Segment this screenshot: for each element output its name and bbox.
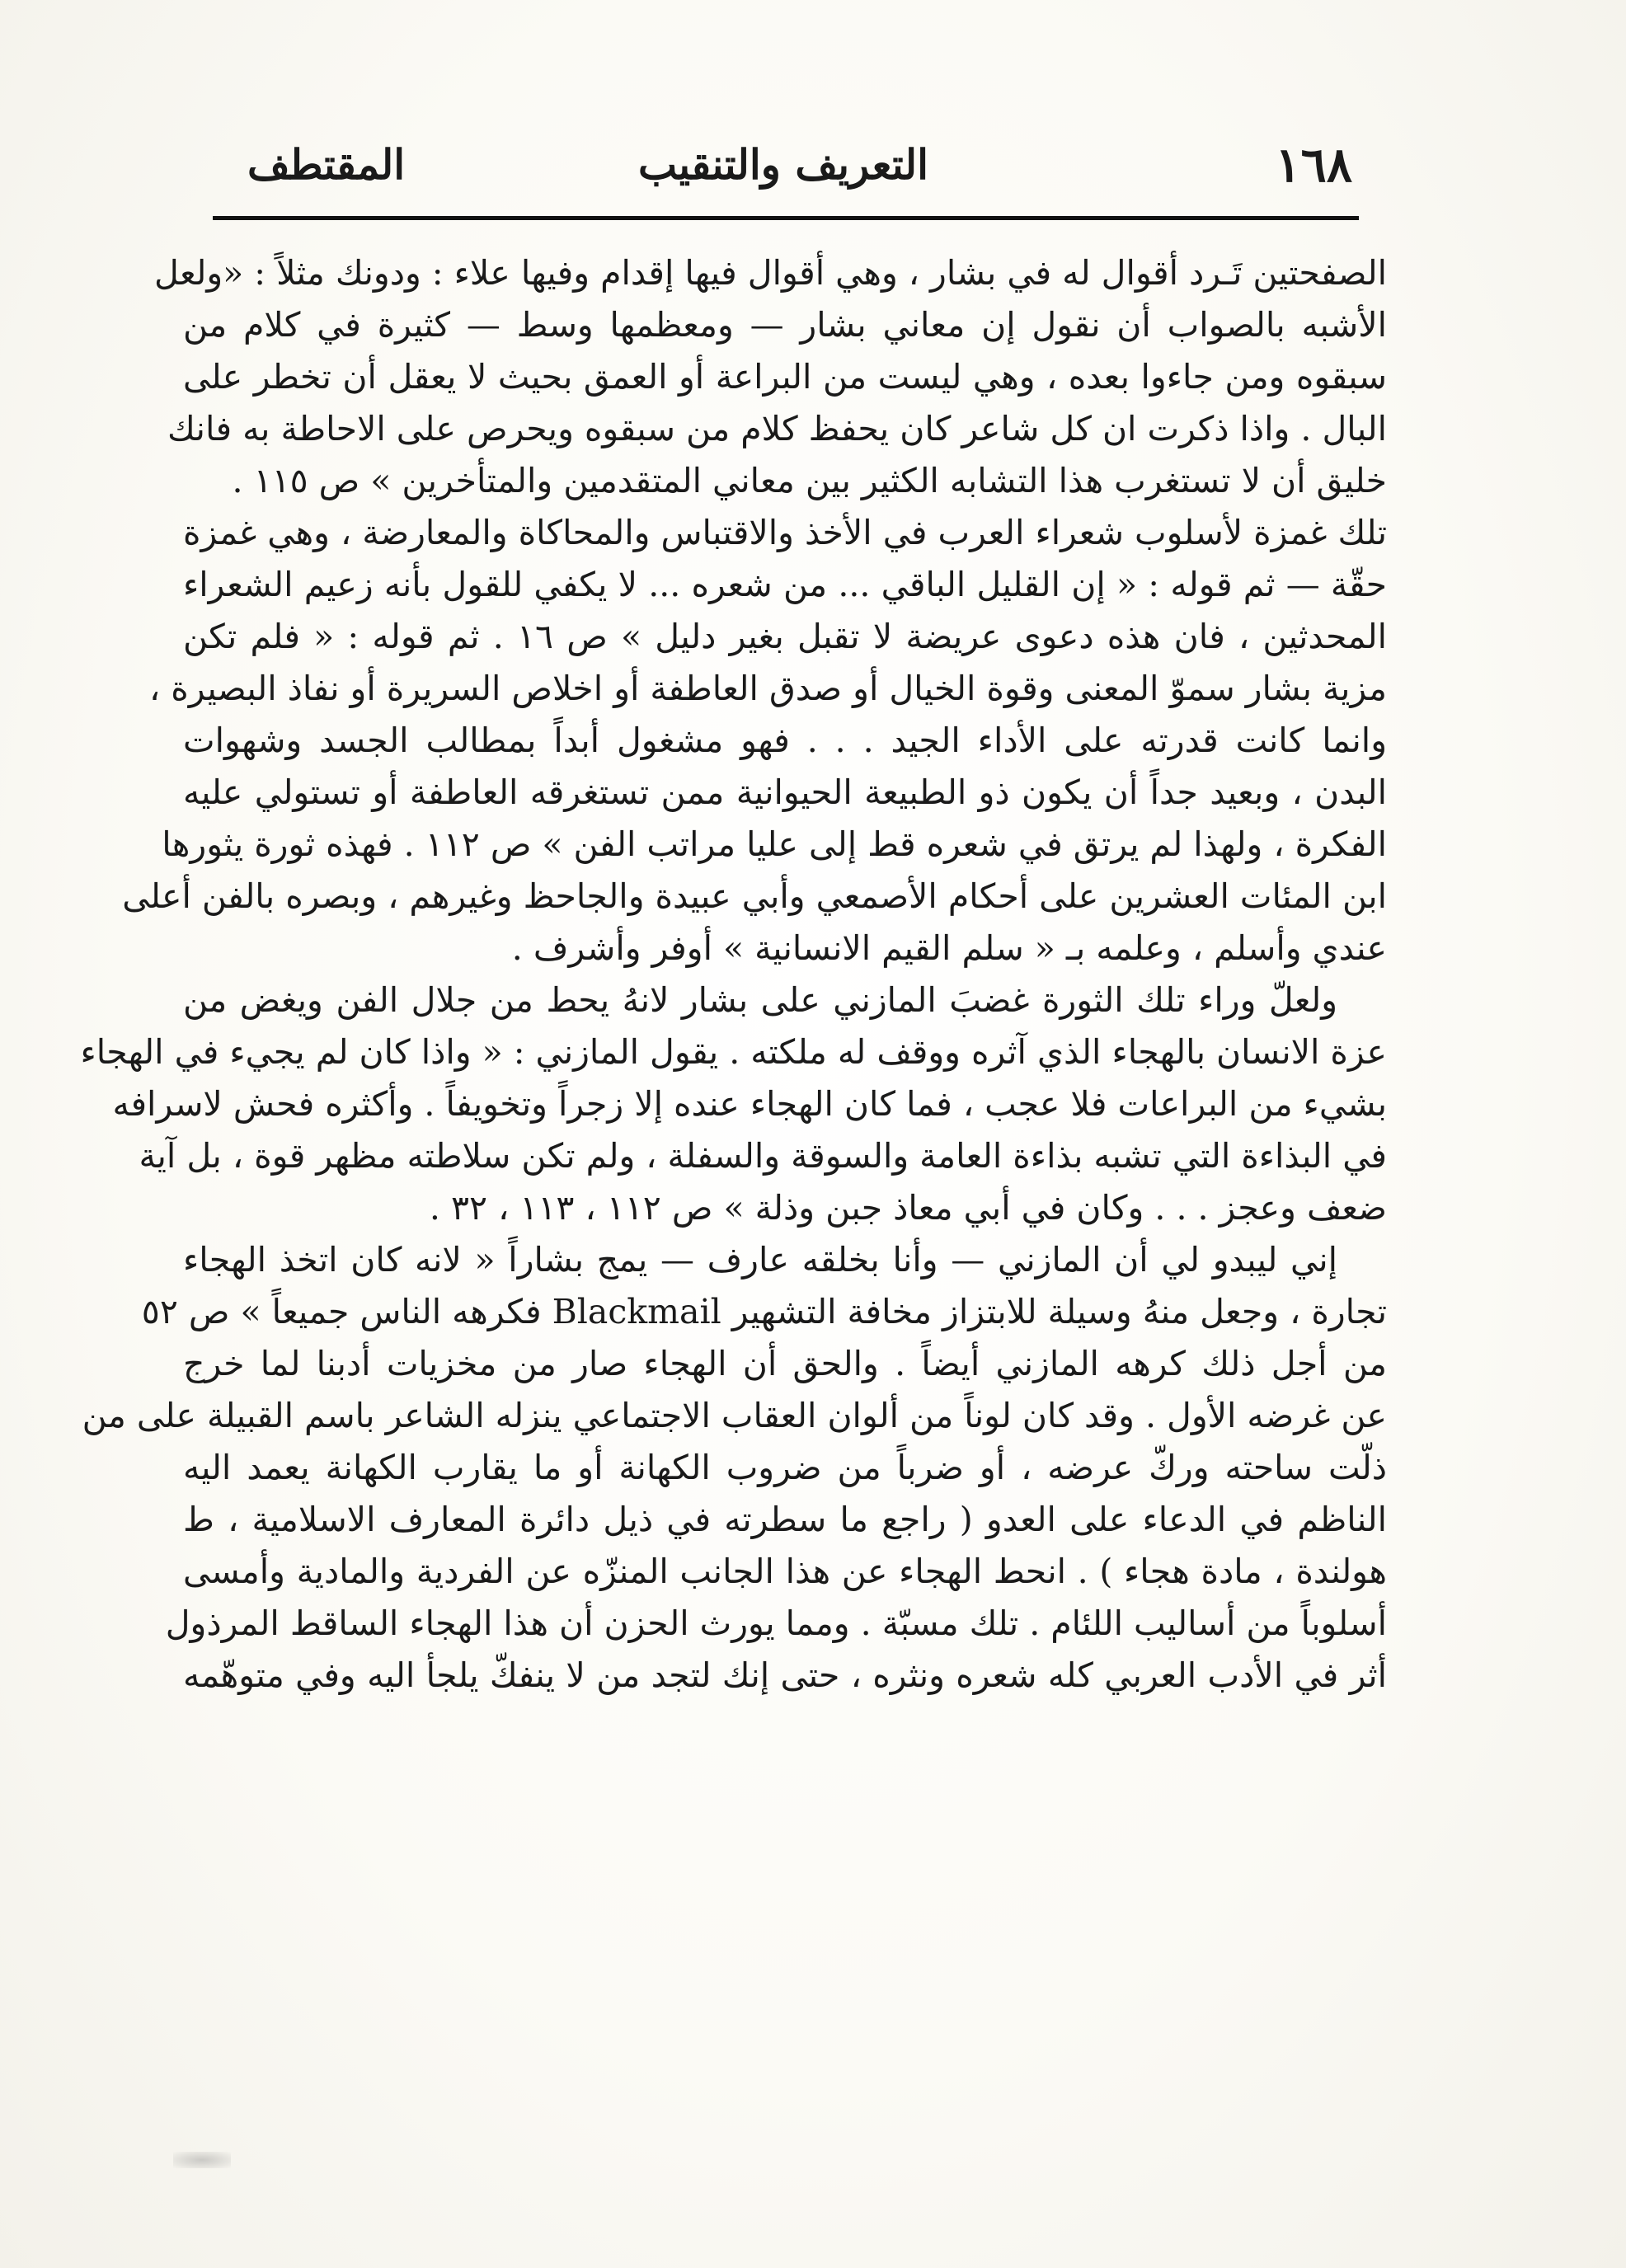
article-body [80,247,1387,1702]
text-line: ابن المئات العشرين على أحكام الأصمعي وأبي عبيدة والجاحظ وغيرهم ، وبصره بالفن أعلى [122,876,1387,916]
header-rule [213,216,1359,220]
text-line: المحدثين ، فان هذه دعوى عريضة لا تقبل بغير دليل » ص ١٦ . ثم قوله : « فلم تكن [183,617,1387,656]
text-line: ضعف وعجز . . . وكان في أبي معاذ جبن وذلة » ص ١١٢ ، ١١٣ ، ٣٢ . [429,1188,1387,1228]
text-line: خليق أن لا تستغرب هذا التشابه الكثير بين معاني المتقدمين والمتأخرين » ص ١١٥ . [232,461,1387,500]
page-number: ١٦٨ [1275,137,1352,193]
text-line: في البذاءة التي تشبه بذاءة العامة والسوقة والسفلة ، ولم تكن سلاطته مظهر قوة ، بل آية [139,1136,1387,1176]
text-line: الفكرة ، ولهذا لم يرتق في شعره قط إلى عليا مراتب الفن » ص ١١٢ . فهذه ثورة يثورها [162,824,1387,864]
text-line: الصفحتين تَـرد أقوال له في بشار ، وهي أقوال فيها إقدام وفيها علاء : ودونك مثلاً : «ولعل [154,253,1387,293]
text-line: تجارة ، وجعل منهُ وسيلة للابتزاز مخافة التشهير Blackmail فكرهه الناس جميعاً » ص ٥٢ [141,1292,1387,1331]
text-line: أسلوباً من أساليب اللئام . تلك مسبّة . ومما يورث الحزن أن هذا الهجاء الساقط المرذول [165,1604,1387,1643]
text-line: عن غرضه الأول . وقد كان لوناً من ألوان العقاب الاجتماعي ينزله الشاعر باسم القبيلة على من [82,1396,1387,1435]
text-line: ذلّت ساحته وركّ عرضه ، أو ضرباً من ضروب الكهانة أو ما يقارب الكهانة يعمد اليه [183,1448,1387,1487]
journal-name: المقتطف [247,140,406,189]
text-line: البال . واذا ذكرت ان كل شاعر كان يحفظ كلام من سبقوه ويحرص على الاحاطة به فانك [167,409,1387,448]
text-line: تلك غمزة لأسلوب شعراء العرب في الأخذ والاقتباس والمحاكاة والمعارضة ، وهي غمزة [183,513,1387,552]
text-line: ولعلّ وراء تلك الثورة غضبَ المازني على بشار لانهُ يحط من جلال الفن ويغض من [183,980,1337,1020]
scan-smudge [173,2152,231,2168]
text-line: الناظم في الدعاء على العدو ( راجع ما سطرته في ذيل دائرة المعارف الاسلامية ، ط [183,1500,1387,1539]
text-line: أثر في الأدب العربي كله شعره ونثره ، حتى إنك لتجد من لا ينفكّ يلجأ اليه وفي متوهّمه [183,1655,1387,1695]
text-line: بشيء من البراعات فلا عجب ، فما كان الهجاء عنده إلا زجراً وتخويفاً . وأكثره فحش لاسرافه [112,1084,1387,1124]
text-line: عندي وأسلم ، وعلمه بـ « سلم القيم الانسانية » أوفر وأشرف . [511,928,1387,968]
text-line: عزة الانسان بالهجاء الذي آثره ووقف له ملكته . يقول المازني : « واذا كان لم يجيء في الهجاء [80,1032,1387,1072]
text-line: سبقوه ومن جاءوا بعده ، وهي ليست من البراعة أو العمق بحيث لا يعقل أن تخطر على [183,357,1387,397]
text-line: هولندة ، مادة هجاء ) . انحط الهجاء عن هذا الجانب المنزّه عن الفردية والمادية وأمسى [183,1552,1387,1591]
text-line: من أجل ذلك كرهه المازني أيضاً . والحق أن الهجاء صار من مخزيات أدبنا لما خرج [183,1344,1387,1383]
text-line: وانما كانت قدرته على الأداء الجيد . . . فهو مشغول أبداً بمطالب الجسد وشهوات [183,721,1387,760]
text-line: الأشبه بالصواب أن نقول إن معاني بشار — ومعظمها وسط — كثيرة في كلام من [183,305,1387,345]
text-line: إني ليبدو لي أن المازني — وأنا بخلقه عارف — يمج بشاراً « لانه كان اتخذ الهجاء [183,1240,1337,1280]
text-line: البدن ، وبعيد جداً أن يكون ذو الطبيعة الحيوانية ممن تستغرقه العاطفة أو تستولي عليه [183,772,1387,812]
text-line: مزية بشار سموّ المعنى وقوة الخيال أو صدق العاطفة أو اخلاص السريرة أو نفاذ البصيرة ، [149,669,1387,708]
section-title: التعريف والتنقيب [638,140,928,189]
text-line: حقّة — ثم قوله : « إن القليل الباقي ... من شعره ... لا يكفي للقول بأنه زعيم الشعراء [183,565,1387,604]
running-header [214,132,1352,198]
